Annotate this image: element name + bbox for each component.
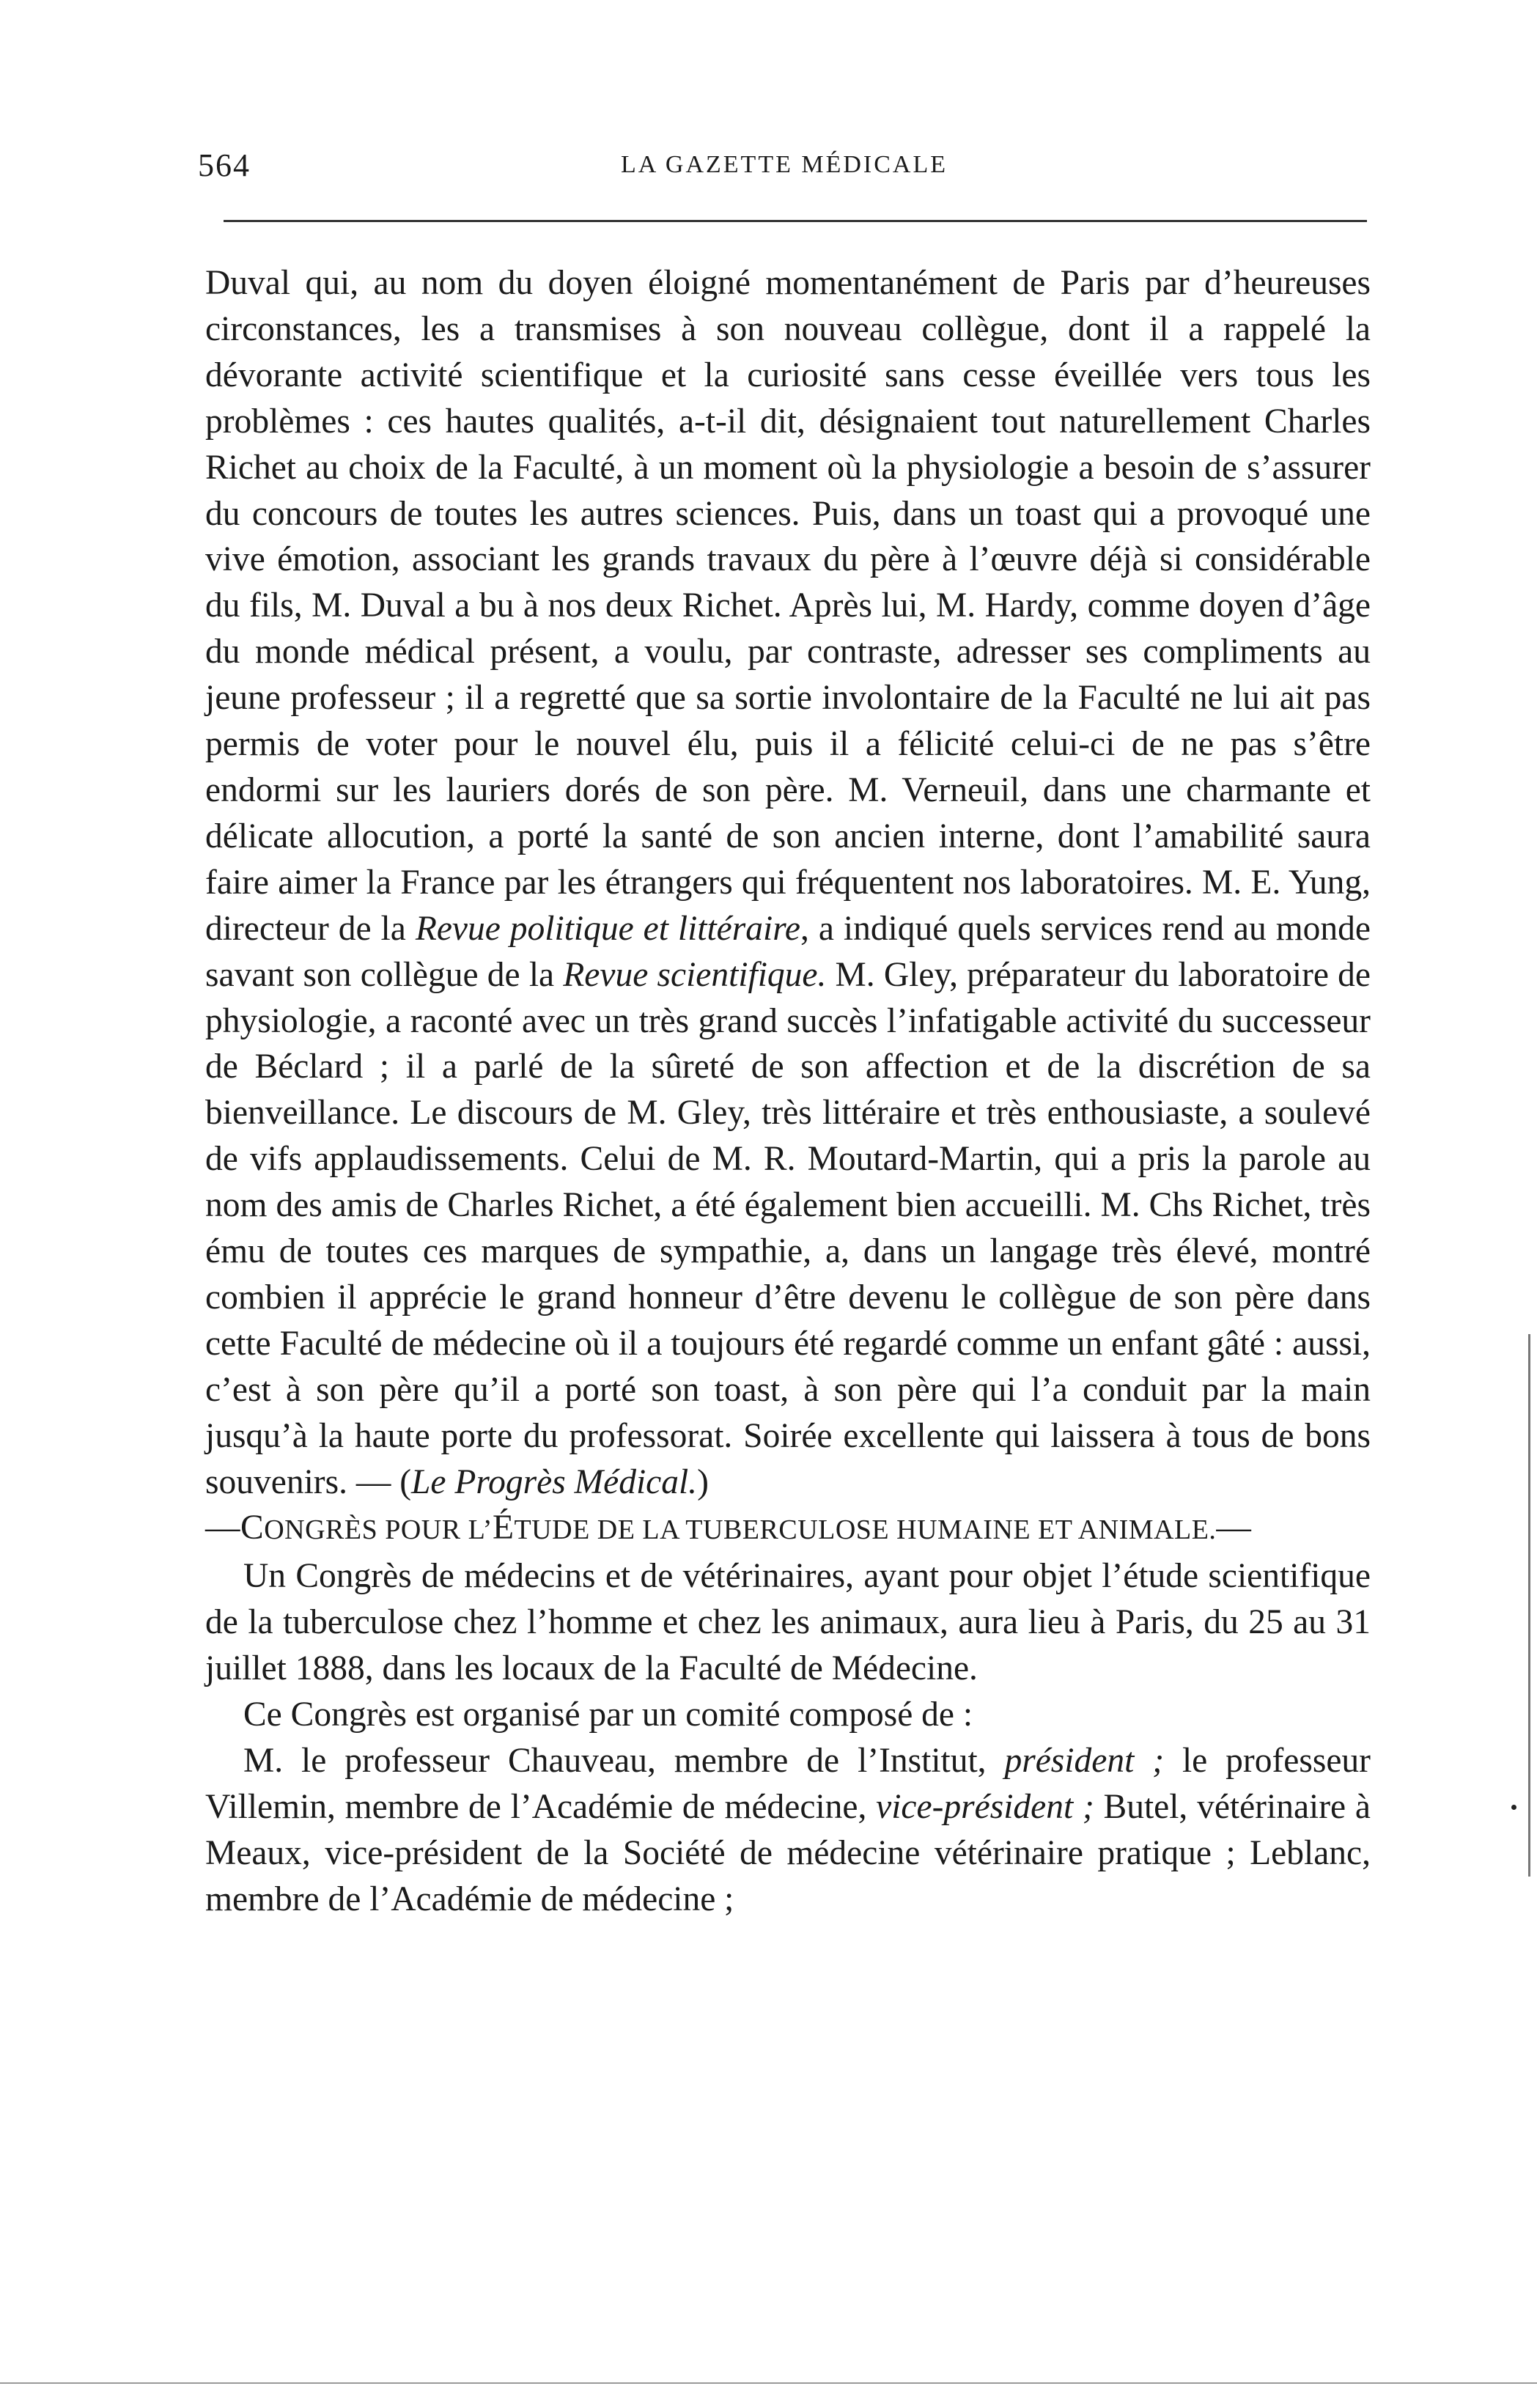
header-rule <box>224 220 1367 222</box>
heading-dash: — <box>205 1509 240 1547</box>
heading-smallcaps: ONGRÈS POUR L’ <box>264 1514 493 1546</box>
italic-vice-president: vice-président ; <box>876 1787 1094 1826</box>
text-run: Butel, vétérinaire à Meaux, vice-président de la Société de médecine vétérinaire pratique ; Leblanc, membre de l’Académie de médecine ; <box>205 1787 1371 1918</box>
italic-source-progres-medical: Le Progrès Médical. <box>411 1462 698 1501</box>
heading-dash: — <box>1216 1509 1252 1547</box>
text-run: M. le professeur Chauveau, membre de l’Institut, <box>243 1742 1005 1780</box>
section-heading-congres-tuberculose <box>205 1505 1371 1553</box>
italic-title-revue-scientifique: Revue scientifique. <box>563 955 827 994</box>
scan-edge-mark <box>1528 1334 1530 1877</box>
paragraph-congres-announcement: Un Congrès de médecins et de vétérinaires, ayant pour objet l’étude scientifique de la tuberculose chez l’homme et chez les animaux, aura lieu à Paris, du 25 au 31 juillet 1888, dans les locaux de la Faculté de Médecine. <box>205 1557 1371 1688</box>
running-title: LA GAZETTE MÉDICALE <box>620 151 948 178</box>
scan-speck <box>1511 1805 1516 1810</box>
text-run: , a indiqué quels services rend au monde savant son collègue de la <box>205 909 1371 994</box>
text-run: le professeur Villemin, membre de l’Académie de médecine, <box>205 1742 1371 1826</box>
page-number: 564 <box>198 147 251 183</box>
paragraph-comite-members <box>205 1738 1371 1923</box>
paragraph-banquet-report <box>205 260 1371 1505</box>
paragraph-comite-intro: Ce Congrès est organisé par un comité composé de : <box>243 1695 973 1734</box>
heading-initial: É <box>492 1509 515 1547</box>
italic-title-revue-politique: Revue politique et littéraire <box>415 909 800 948</box>
heading-smallcaps: TUDE DE LA TUBERCULOSE HUMAINE ET ANIMALE. <box>514 1514 1217 1546</box>
text-run: M. Gley, préparateur du laboratoire de physiologie, a raconté avec un très grand succès l’infatigable activité du successeur de Béclard ; il a parlé de la sûreté de son affection et de la discrétion de sa bienveillance. Le discours de M. Gley, très littéraire et très enthousiaste, a soulevé de vifs applaudissements. Celui de M. R. Moutard-Martin, qui a pris la parole au nom des amis de Charles Richet, a été également bien accueilli. M. Chs Richet, très ému de toutes ces marques de sympathie, a, dans un langage très élevé, montré combien il apprécie le grand honneur d’être devenu le collègue de son père dans cette Faculté de médecine où il a toujours été regardé comme un enfant gâté : aussi, c’est à son père qu’il a porté son toast, à son père qui l’a conduit par la main jusqu’à la haute porte du professorat. Soirée excellente qui laissera à tous de bons souvenirs. — ( <box>205 955 1371 1501</box>
italic-president: président ; <box>1004 1742 1165 1780</box>
text-run: ) <box>697 1462 709 1501</box>
scan-bottom-line <box>0 2382 1537 2384</box>
text-run: Duval qui, au nom du doyen éloigné momentanément de Paris par d’heureuses circonstances, les a transmises à son nouveau collègue, dont il a rappelé la dévorante activité scientifique et la curiosité sans cesse éveillée vers tous les problèmes : ces hautes qualités, a-t-il dit, désignaient tout naturellement Charles Richet au choix de la Faculté, à un moment où la physiologie a besoin de s’assurer du concours de toutes les autres sciences. Puis, dans un toast qui a provoqué une vive émotion, associant les grands travaux du père à l’œuvre déjà si considérable du fils, M. Duval a bu à nos deux Richet. Après lui, M. Hardy, comme doyen d’âge du monde médical présent, a voulu, par contraste, adresser ses compliments au jeune professeur ; il a regretté que sa sortie involontaire de la Faculté ne lui ait pas permis de voter pour le nouvel élu, puis il a félicité celui-ci de ne pas s’être endormi sur les lauriers dorés de son père. M. Verneuil, dans une charmante et délicate allocution, a porté la santé de son ancien interne, dont l’amabilité saura faire aimer la France par les étrangers qui fréquentent nos laboratoires. M. E. Yung, directeur de la <box>205 264 1371 948</box>
page-header <box>198 147 1371 191</box>
body-text <box>205 260 1371 1923</box>
heading-initial: C <box>240 1509 265 1547</box>
